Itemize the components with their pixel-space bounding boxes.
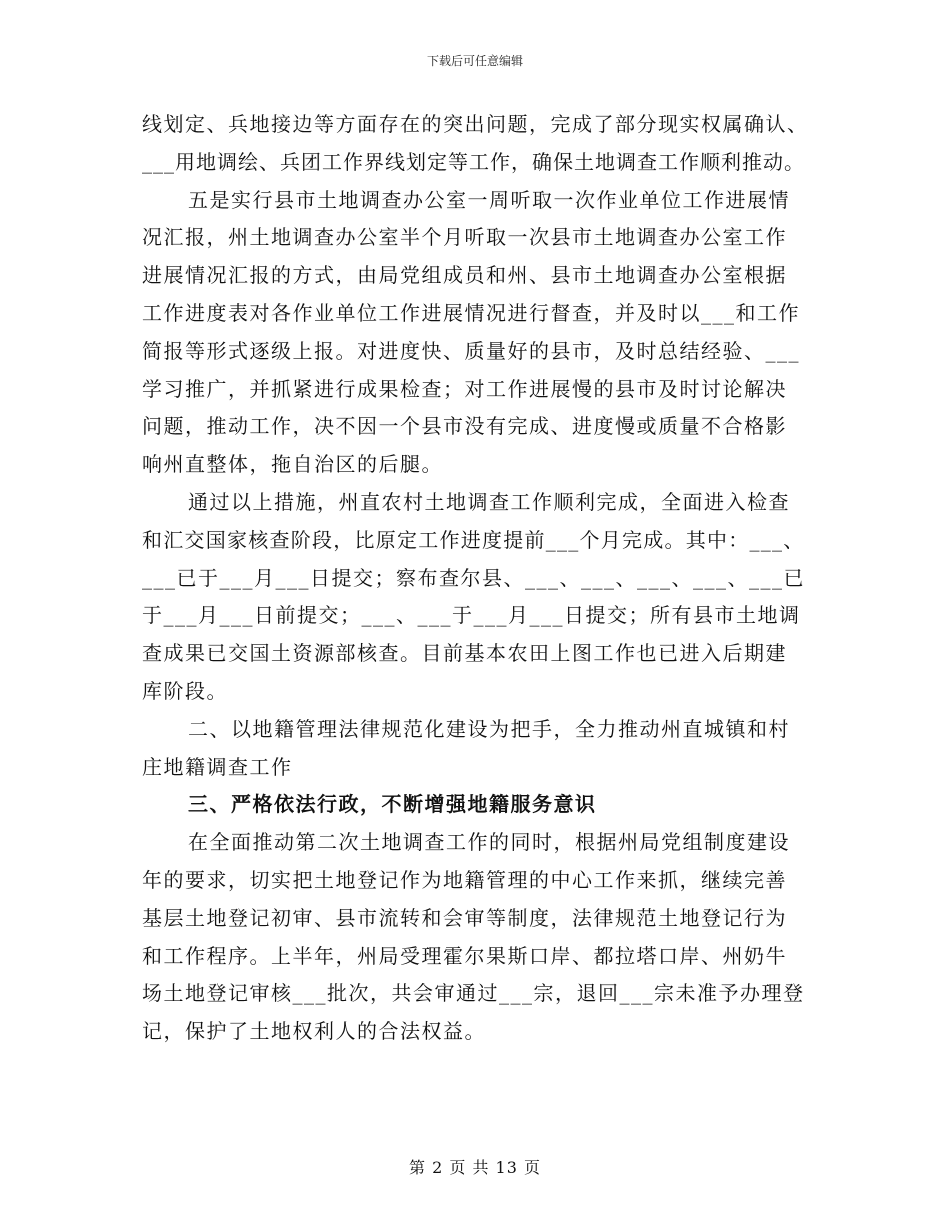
document-body bbox=[142, 106, 810, 1051]
paragraph-line: 庄地籍调查工作 bbox=[142, 754, 293, 779]
paragraph-line: 工作进度表对各作业单位工作进展情况进行督查，并及时以___和工作 bbox=[142, 300, 800, 325]
paragraph-line: 简报等形式逐级上报。对进度快、质量好的县市，及时总结经验、___ bbox=[142, 338, 800, 363]
paragraph-line: 库阶段。 bbox=[142, 678, 228, 703]
paragraph-line: 学习推广，并抓紧进行成果检查；对工作进展慢的县市及时讨论解决 bbox=[142, 376, 787, 401]
page-number-footer: 第 2 页 共 13 页 bbox=[409, 1158, 541, 1177]
paragraph-line: 基层土地登记初审、县市流转和会审等制度，法律规范土地登记行为 bbox=[142, 905, 787, 930]
paragraph-line: 响州直整体，拖自治区的后腿。 bbox=[142, 452, 443, 477]
paragraph-line: ___已于___月___日提交；察布查尔县、___、___、___、___、___已 bbox=[142, 565, 805, 590]
paragraph-line: 和工作程序。上半年，州局受理霍尔果斯口岸、都拉塔口岸、州奶牛 bbox=[142, 943, 787, 968]
paragraph-line: 线划定、兵地接边等方面存在的突出问题，完成了部分现实权属确认、 bbox=[142, 112, 809, 136]
paragraph-line: 二、以地籍管理法律规范化建设为把手，全力推动州直城镇和村 bbox=[188, 716, 790, 741]
paragraph-line: 通过以上措施，州直农村土地调查工作顺利完成，全面进入检查 bbox=[188, 489, 790, 514]
paragraph-line: 问题，推动工作，决不因一个县市没有完成、进度慢或质量不合格影 bbox=[142, 414, 787, 439]
paragraph-line: 况汇报，州土地调查办公室半个月听取一次县市土地调查办公室工作 bbox=[142, 225, 787, 250]
paragraph-line: 进展情况汇报的方式，由局党组成员和州、县市土地调查办公室根据 bbox=[142, 263, 787, 288]
paragraph-line: 查成果已交国土资源部核查。目前基本农田上图工作也已进入后期建 bbox=[142, 641, 787, 666]
paragraph-line: 和汇交国家核查阶段，比原定工作进度提前___个月完成。其中：___、 bbox=[142, 527, 805, 552]
paragraph-line: 在全面推动第二次土地调查工作的同时，根据州局党组制度建设 bbox=[188, 830, 790, 855]
paragraph-line: 场土地登记审核___批次，共会审通过___宗，退回___宗未准予办理登 bbox=[142, 981, 805, 1006]
paragraph-line: 五是实行县市土地调查办公室一周听取一次作业单位工作进展情 bbox=[188, 187, 790, 212]
paragraph-line: 于___月___日前提交；___、___于___月___日提交；所有县市土地调 bbox=[142, 603, 801, 628]
page-header-note: 下载后可任意编辑 bbox=[426, 54, 523, 68]
paragraph-line: 年的要求，切实把土地登记作为地籍管理的中心工作来抓，继续完善 bbox=[142, 867, 787, 892]
paragraph-line: ___用地调绘、兵团工作界线划定等工作，确保土地调查工作顺利推动。 bbox=[142, 149, 805, 174]
section-heading-line: 三、严格依法行政，不断增强地籍服务意识 bbox=[188, 792, 597, 817]
paragraph-line: 记，保护了土地权利人的合法权益。 bbox=[142, 1019, 486, 1044]
